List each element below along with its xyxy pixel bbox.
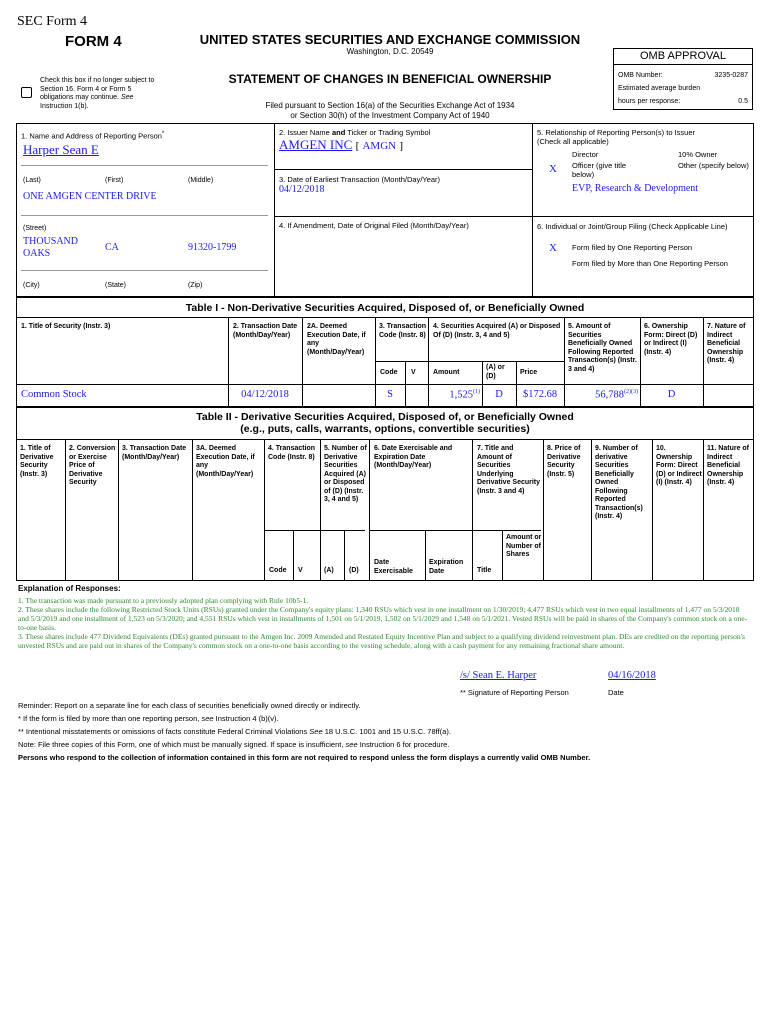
checkbox-instructions xyxy=(40,77,180,111)
table2-title-1: Table II - Derivative Securities Acquired, Disposed of, or Beneficially Owned xyxy=(196,411,574,423)
footer-notes xyxy=(18,699,758,764)
agency-title: UNITED STATES SECURITIES AND EXCHANGE COMMISSION xyxy=(199,32,581,47)
middle-label: (Middle) xyxy=(188,177,214,184)
ten-percent-owner-label: 10% Owner xyxy=(678,150,718,159)
t1-h2: 2. Transaction Date (Month/Day/Year) xyxy=(233,323,298,339)
t1-row-amount-value: 1,525 xyxy=(449,389,473,401)
last-label: (Last) xyxy=(23,177,41,184)
box5-label-1: 5. Relationship of Reporting Person(s) to Issuer xyxy=(537,128,695,137)
street-label: (Street) xyxy=(23,225,47,232)
director-label: Director xyxy=(572,150,599,159)
t2-h7: 7. Title and Amount of Securities Underlying Derivative Security (Instr. 3 and 4) xyxy=(477,445,541,495)
t2-h8: 8. Price of Derivative Security (Instr. 5) xyxy=(547,445,581,478)
other-label: Other (specify below) xyxy=(678,161,749,170)
officer-label: Officer (give title below) xyxy=(572,161,627,179)
explanation-heading: Explanation of Responses: xyxy=(18,584,121,593)
city-value: THOUSAND OAKS xyxy=(23,236,78,259)
t2-amount-shares: Amount or Number of Shares xyxy=(506,534,542,558)
t2-d: (D) xyxy=(349,567,359,574)
t2-h10: 10. Ownership Form: Direct (D) or Indirect (I) (Instr. 4) xyxy=(656,445,702,486)
filed-line-2: or Section 30(h) of the Investment Company Act of 1940 xyxy=(290,111,490,120)
box2-label-b: Ticker or Trading Symbol xyxy=(347,128,431,137)
box6-label: 6. Individual or Joint/Group Filing (Check Applicable Line) xyxy=(537,222,728,231)
t1-row-code: S xyxy=(387,389,393,400)
signature-name: /s/ Sean E. Harper xyxy=(460,670,537,681)
table2-title-2: (e.g., puts, calls, warrants, options, convertible securities) xyxy=(240,423,530,435)
footer-note-see: see xyxy=(345,740,358,749)
footer-star1-b: Instruction 4 (b)(v). xyxy=(215,714,279,723)
t1-amount: Amount xyxy=(433,369,460,376)
omb-number-value: 3235-0287 xyxy=(714,72,748,79)
t2-h4: 4. Transaction Code (Instr. 8) xyxy=(268,445,316,461)
t1-row-form: D xyxy=(667,389,676,400)
omb-number-label: OMB Number: xyxy=(618,72,663,79)
t2-h5: 5. Number of Derivative Securities Acquired (A) or Disposed of (D) (Instr. 3, 4 and 5) xyxy=(324,445,367,503)
page-label: SEC Form 4 xyxy=(17,14,88,29)
reporting-person-name[interactable]: Harper Sean E xyxy=(23,142,99,157)
t2-date-exercisable: Date Exercisable xyxy=(374,559,413,575)
t1-h6: 6. Ownership Form: Direct (D) or Indirect (I) (Instr. 4) xyxy=(644,323,698,356)
footer-star2-b: 18 U.S.C. 1001 and 15 U.S.C. 78ff(a). xyxy=(324,727,451,736)
t2-h3a: 3A. Deemed Execution Date, if any (Month/Day/Year) xyxy=(196,445,255,478)
issuer-line xyxy=(279,137,403,153)
box5-label-2: (Check all applicable) xyxy=(537,137,609,146)
form-title: FORM 4 xyxy=(65,33,122,50)
filed-line-1: Filed pursuant to Section 16(a) of the Securities Exchange Act of 1934 xyxy=(265,101,515,110)
box1-label-text: 1. Name and Address of Reporting Person xyxy=(21,131,162,141)
t1-h5: 5. Amount of Securities Beneficially Owned Following Reported Transaction(s) (Instr. 3 and 4) xyxy=(568,323,637,373)
table2-title xyxy=(16,411,754,435)
box3-label: 3. Date of Earliest Transaction (Month/Day/Year) xyxy=(279,175,441,184)
t1-h4: 4. Securities Acquired (A) or Disposed Of (D) (Instr. 3, 4 and 5) xyxy=(433,323,561,339)
footer-star1-a: * If the form is filed by more than one reporting person, xyxy=(18,714,200,723)
box1-star: * xyxy=(161,130,165,137)
footnote-3: 3. These shares include 477 Dividend Equivalents (DEs) granted pursuant to the Amgen Inc. 2009 Amended and Restated Equity Incentive Plan and subject to a qualifying dividend reinvestment plan. DEs are credited on the reporting person's unvested RSUs and are paid out in shares of the Company's common stock on a one-to-one basis according to the vesting schedule, along with a cash payment for any remaining fractional share amount. xyxy=(18,632,745,650)
footnote-2: 2. These shares include the following Restricted Stock Units (RSUs) granted under the Company's equity plans: 1,340 RSUs which vest in one installment on 1/30/2019; 4,477 RSUs which vest in two equal installments of 1,477 on 5/3/2018 and 5/3/2019 and one installment of 1,523 on 5/3/2020; and 4,551 RSUs which vest in installments of 1,501 on 5/1/2019, 1,502 on 5/1/2029 and 1,548 on 5/1/2021. Vested RSUs will be paid in shares of the Company's common stock on a one-to-one basis. xyxy=(18,605,748,632)
checkbox-text-2: Section 16. Form 4 or Form 5 xyxy=(40,85,132,93)
t1-row-aord: D xyxy=(495,389,503,400)
box2-label xyxy=(279,128,430,137)
box2-label-a: 2. Issuer Name xyxy=(279,128,330,137)
omb-hours-label: hours per response: xyxy=(618,98,681,105)
state-value: CA xyxy=(105,242,119,253)
t1-row-date: 04/12/2018 xyxy=(241,389,289,400)
zip-label: (Zip) xyxy=(188,282,203,289)
footer-star2-a: ** Intentional misstatements or omissions of facts constitute Federal Criminal Violations xyxy=(18,727,308,736)
omb-title: OMB APPROVAL xyxy=(614,49,752,65)
t2-expiration-date: Expiration Date xyxy=(429,559,464,575)
ticker-close: ] xyxy=(399,140,404,152)
t1-price: Price xyxy=(520,369,538,376)
signature-label: ** Signature of Reporting Person xyxy=(460,688,569,697)
t2-title: Title xyxy=(477,567,492,574)
footer-star1-see: see xyxy=(201,714,214,723)
officer-title: EVP, Research & Development xyxy=(572,183,699,194)
one-person-mark: X xyxy=(549,242,557,254)
footer-star2-see: See xyxy=(309,727,323,736)
table1-title: Table I - Non-Derivative Securities Acquired, Disposed of, or Beneficially Owned xyxy=(185,302,585,314)
box5-label xyxy=(537,128,752,146)
checkbox-text-3: obligations may continue. xyxy=(40,94,119,101)
t1-row-owned-footnote[interactable]: (2)(3) xyxy=(624,389,638,395)
multi-person-label: Form filed by More than One Reporting Person xyxy=(572,259,728,268)
checkbox-text-1: Check this box if no longer subject to xyxy=(40,77,155,84)
street-value: ONE AMGEN CENTER DRIVE xyxy=(23,191,157,202)
section16-checkbox[interactable] xyxy=(21,87,32,98)
t1-h3: 3. Transaction Code (Instr. 8) xyxy=(379,323,427,339)
t1-h7: 7. Nature of Indirect Beneficial Ownership (Instr. 4) xyxy=(707,323,746,364)
t1-row-owned xyxy=(564,389,638,401)
box1-label xyxy=(21,129,164,141)
box2-label-and: and xyxy=(331,128,346,137)
state-label: (State) xyxy=(105,282,127,289)
t1-row-title: Common Stock xyxy=(21,389,87,400)
t1-row-owned-value: 56,788 xyxy=(595,389,624,401)
footnotes xyxy=(18,596,748,650)
t1-h2a: 2A. Deemed Execution Date, if any (Month/Day/Year) xyxy=(307,323,366,356)
t2-v: V xyxy=(298,567,303,574)
officer-mark: X xyxy=(549,163,557,175)
agency-location: Washington, D.C. 20549 xyxy=(346,47,434,56)
t2-h6: 6. Date Exercisable and Expiration Date (Month/Day/Year) xyxy=(374,445,453,469)
t1-row-amount xyxy=(428,389,480,401)
checkbox-see: See xyxy=(120,94,134,101)
ticker-open: [ xyxy=(355,140,360,152)
zip-value: 91320-1799 xyxy=(188,242,237,253)
t2-code: Code xyxy=(269,567,287,574)
t1-aord: (A) or (D) xyxy=(486,364,505,380)
date-label: Date xyxy=(608,688,624,697)
t2-h1: 1. Title of Derivative Security (Instr. 3) xyxy=(20,445,54,478)
footer-note-b: Instruction 6 for procedure. xyxy=(359,740,450,749)
footer-reminder: Reminder: Report on a separate line for each class of securities beneficially owned directly or indirectly. xyxy=(18,701,361,710)
footer-persons: Persons who respond to the collection of information contained in this form are not required to respond unless the form displays a currently valid OMB Number. xyxy=(18,753,591,762)
omb-hours-value: 0.5 xyxy=(738,98,748,105)
first-label: (First) xyxy=(105,177,124,184)
t1-row-price: $172.68 xyxy=(522,389,558,400)
t2-h2: 2. Conversion or Exercise Price of Derivative Security xyxy=(69,445,116,486)
t1-row-amount-footnote[interactable]: (1) xyxy=(473,389,480,395)
t1-h1: 1. Title of Security (Instr. 3) xyxy=(21,323,111,330)
box4-label: 4. If Amendment, Date of Original Filed (Month/Day/Year) xyxy=(279,221,469,230)
ticker-symbol: AMGN xyxy=(362,140,397,152)
footer-note-a: Note: File three copies of this Form, one of which must be manually signed. If space is insufficient, xyxy=(18,740,344,749)
t1-code: Code xyxy=(380,369,398,376)
omb-approval-box xyxy=(613,48,753,110)
t2-a: (A) xyxy=(324,567,334,574)
footnote-1: 1. The transaction was made pursuant to a previously adopted plan complying with Rule 10b5-1. xyxy=(18,596,309,605)
omb-burden-label: Estimated average burden xyxy=(618,85,701,92)
t2-h11: 11. Nature of Indirect Beneficial Ownership (Instr. 4) xyxy=(707,445,750,486)
signature-date: 04/16/2018 xyxy=(608,670,656,681)
city-label: (City) xyxy=(23,282,40,289)
issuer-name[interactable]: AMGEN INC xyxy=(279,137,353,152)
t2-h9: 9. Number of derivative Securities Beneficially Owned Following Reported Transaction(s) (Instr. 4) xyxy=(595,445,643,520)
filed-pursuant xyxy=(170,101,610,121)
one-person-label: Form filed by One Reporting Person xyxy=(572,243,693,252)
statement-title: STATEMENT OF CHANGES IN BENEFICIAL OWNERSHIP xyxy=(228,72,552,86)
earliest-transaction-date: 04/12/2018 xyxy=(279,184,325,195)
checkbox-text-4: Instruction 1(b). xyxy=(40,102,89,110)
t2-h3: 3. Transaction Date (Month/Day/Year) xyxy=(122,445,187,461)
t1-v: V xyxy=(411,369,416,376)
